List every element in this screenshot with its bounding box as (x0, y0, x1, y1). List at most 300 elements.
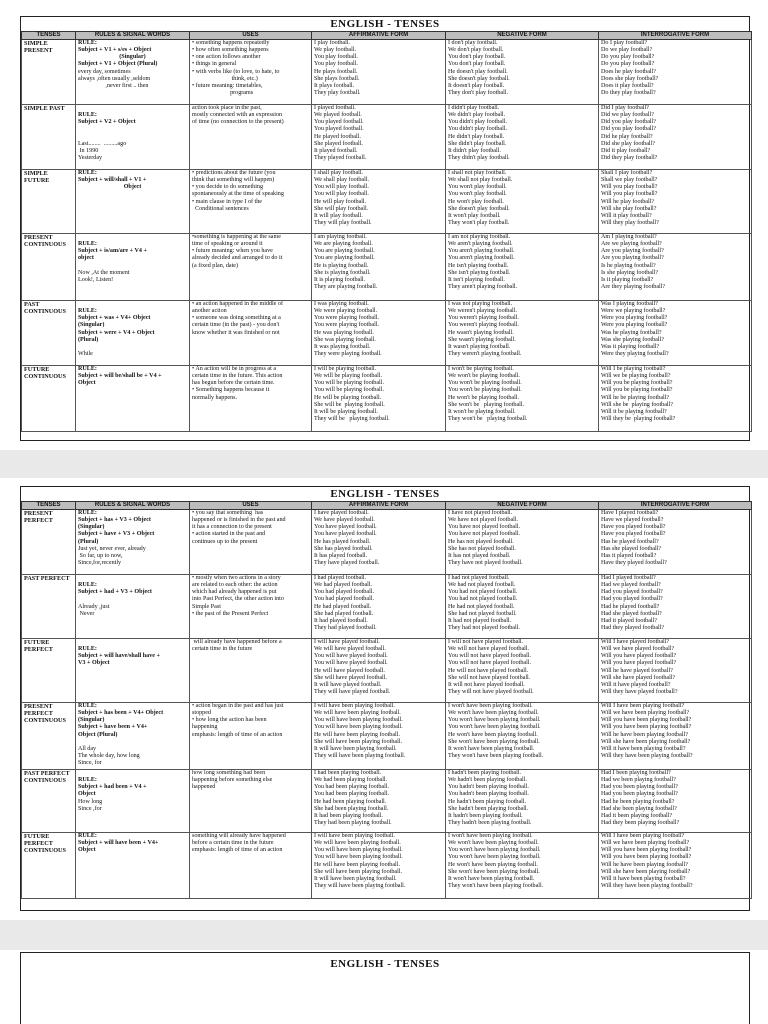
rule-line: Subject + have + V3 + Object (78, 531, 155, 538)
rule-line: RULE: (78, 112, 97, 119)
affirmative-line: He has played football. (314, 538, 371, 545)
negative-line: I hadn't been playing football. (448, 770, 522, 776)
table-row (22, 703, 752, 770)
negative-cell (446, 575, 599, 639)
negative-line: It will not have played football. (448, 681, 525, 688)
uses-cell (190, 40, 312, 105)
rule-line (78, 263, 187, 270)
rules-cell (76, 366, 190, 432)
interrogative-line: Will she have played football? (601, 674, 676, 681)
uses-cell (190, 301, 312, 366)
affirmative-line: They were playing football. (314, 351, 382, 358)
negative-line: He doesn't play football. (448, 68, 508, 75)
interrogative-line: Had they played football? (601, 625, 665, 632)
use-line: • predictions about the future (you (192, 170, 276, 176)
negative-line: We aren't playing football. (448, 241, 513, 248)
interrogative-cell (599, 40, 752, 105)
interrogative-line: Will it have been playing football? (601, 745, 686, 752)
interrogative-line: Will you have been playing football? (601, 717, 692, 724)
use-line: think, etc.) (192, 75, 258, 82)
rule-line: Object (123, 184, 142, 191)
affirmative-line: We are playing football. (314, 241, 373, 248)
use-line: • one action follows another (192, 54, 261, 61)
negative-line: He won't have been playing football. (448, 731, 538, 738)
negative-line: He will not have played football. (448, 667, 529, 674)
interrogative-line: Were you playing football? (601, 315, 668, 322)
affirmative-line: He will have been playing football. (314, 731, 400, 738)
column-header: AFFIRMATIVE FORM (312, 502, 446, 510)
rules-cell (76, 510, 190, 575)
negative-line: They didn't play football. (448, 155, 510, 162)
interrogative-cell (599, 105, 752, 170)
interrogative-line: Will we have been playing football? (601, 710, 690, 717)
table-header-row (22, 32, 752, 40)
interrogative-line: Did we play football? (601, 112, 654, 119)
interrogative-line: Had I been playing football? (601, 770, 671, 776)
affirmative-line: It will be playing football. (314, 408, 378, 415)
rule-line (78, 134, 187, 141)
table-row (22, 234, 752, 301)
rule-line: Subject + has been + V4+ Object (78, 710, 164, 717)
interrogative-line: Will he be playing football? (601, 394, 670, 401)
table-body (22, 40, 752, 432)
negative-line: They won't be playing football. (448, 416, 528, 423)
negative-cell (446, 366, 599, 432)
negative-cell (446, 234, 599, 301)
affirmative-line: You will have played football. (314, 653, 388, 660)
affirmative-line: You will have been playing football. (314, 724, 403, 731)
negative-line: They weren't playing football. (448, 351, 522, 358)
interrogative-line: Will we have been playing football? (601, 840, 690, 847)
negative-line: You hadn't been playing football. (448, 791, 529, 798)
rule-line: Subject + V1 + s/es + Object (78, 47, 152, 54)
negative-line: They will not have played football. (448, 689, 534, 696)
interrogative-cell (599, 703, 752, 770)
table-header-row (22, 502, 752, 510)
negative-line: He hadn't been playing football. (448, 798, 527, 805)
use-line: time of speaking or around it (192, 241, 263, 248)
interrogative-line: Will she have been playing football? (601, 868, 691, 875)
rule-line: (Singular) (78, 524, 105, 531)
negative-line: You have not played football. (448, 524, 520, 531)
use-line: know whether it was finished or not (192, 329, 280, 336)
interrogative-line: Did they play football? (601, 155, 658, 162)
negative-line: It had not played football. (448, 617, 512, 624)
affirmative-line: You had been playing football. (314, 791, 390, 798)
affirmative-line: She played football. (314, 140, 363, 147)
negative-line: You will not have played football. (448, 660, 531, 667)
use-line: emphasis: length of time of an action (192, 847, 283, 854)
rule-line: V3 + Object (78, 660, 110, 667)
rule-line: Subject + V2 + Object (78, 119, 136, 126)
interrogative-line: Did you play football? (601, 126, 657, 133)
affirmative-line: I have played football. (314, 510, 369, 516)
interrogative-line: Had he been playing football? (601, 798, 675, 805)
negative-cell (446, 833, 599, 899)
affirmative-line: You played football. (314, 126, 364, 133)
negative-line: I have not played football. (448, 510, 513, 516)
rule-line: (Singular) (119, 54, 146, 61)
negative-line: They had not played football. (448, 625, 520, 632)
negative-line: You aren't playing football. (448, 255, 515, 262)
rule-line: Subject + will/shall + V1 + (78, 177, 147, 184)
negative-line: She doesn't play football. (448, 205, 510, 212)
negative-line: You weren't playing football. (448, 322, 519, 329)
document-page-1 (20, 16, 750, 441)
interrogative-line: Will it play football? (601, 212, 652, 219)
tense-name: PAST PERFECT (22, 575, 76, 639)
affirmative-cell (312, 703, 446, 770)
use-line: • how often something happens (192, 47, 269, 54)
column-header: USES (190, 502, 312, 510)
use-line: • with verbs like (to love, to hate, to (192, 68, 280, 75)
negative-line: You won't be playing football. (448, 380, 522, 387)
uses-cell (190, 234, 312, 301)
negative-line: He didn't play football. (448, 133, 505, 140)
page-title: ENGLISH - TENSES (330, 18, 440, 30)
affirmative-line: I had been playing football. (314, 770, 382, 776)
interrogative-line: Was I playing football? (601, 301, 658, 307)
negative-line: We will not have played football. (448, 646, 530, 653)
negative-line: He isn't playing football. (448, 262, 509, 269)
interrogative-line: Has she played football? (601, 545, 662, 552)
use-line: stopped (192, 710, 211, 717)
affirmative-line: I shall play football. (314, 170, 364, 176)
use-line: how long something had been (192, 770, 266, 776)
uses-cell (190, 170, 312, 234)
affirmative-line: It will play football. (314, 212, 363, 219)
use-line: Conditional sentences (192, 205, 249, 212)
table-row (22, 40, 752, 105)
rule-line: Subject + had + V3 + Object (78, 589, 152, 596)
affirmative-line: You have played football. (314, 524, 377, 531)
uses-cell (190, 510, 312, 575)
affirmative-line: He plays football. (314, 68, 358, 75)
negative-line: I won't have been playing football. (448, 703, 533, 709)
negative-line: We hadn't been playing football. (448, 777, 527, 784)
rule-line: Object (78, 380, 96, 387)
negative-line: You won't be playing football. (448, 387, 522, 394)
rule-line: RULE: (78, 308, 97, 315)
affirmative-cell (312, 170, 446, 234)
rule-line: Yesterday (78, 155, 103, 162)
negative-line: They won't have been playing football. (448, 883, 544, 890)
interrogative-line: Will they have been playing football? (601, 753, 693, 760)
interrogative-line: Am I playing football? (601, 234, 657, 240)
use-line: • you decide to do something (192, 184, 264, 191)
uses-cell (190, 575, 312, 639)
use-line: • Something happens because it (192, 387, 270, 394)
negative-line: We won't have been playing football. (448, 710, 539, 717)
affirmative-line: They will have played football. (314, 689, 391, 696)
rule-line: RULE: (78, 366, 97, 372)
negative-line: They don't play football. (448, 90, 508, 97)
tense-name: FUTURE CONTINUOUS (22, 366, 76, 432)
affirmative-line: She is playing football. (314, 269, 371, 276)
use-line: • something happens repeatedly (192, 40, 270, 46)
affirmative-line: You will play football. (314, 184, 369, 191)
affirmative-line: She will have played football. (314, 674, 387, 681)
affirmative-line: You play football. (314, 61, 358, 68)
interrogative-line: Will he play football? (601, 198, 655, 205)
rules-cell (76, 703, 190, 770)
affirmative-line: They will have been playing football. (314, 883, 406, 890)
affirmative-line: You were playing football. (314, 322, 380, 329)
interrogative-line: Will she have been playing football? (601, 738, 691, 745)
interrogative-line: Are we playing football? (601, 241, 662, 248)
rule-line: Since, for (78, 760, 102, 767)
rule-line (78, 739, 187, 746)
negative-line: He has not played football. (448, 538, 514, 545)
interrogative-line: Have I played football? (601, 510, 659, 516)
table-row (22, 105, 752, 170)
affirmative-line: I will have played football. (314, 639, 380, 645)
use-line: mostly connected with an expression (192, 112, 283, 119)
affirmative-line: He had been playing football. (314, 798, 387, 805)
negative-line: She will not have played football. (448, 674, 531, 681)
negative-line: You won't have been playing football. (448, 854, 541, 861)
negative-line: She wasn't playing football. (448, 336, 516, 343)
use-line: something will already have happened (192, 833, 286, 839)
interrogative-line: Was she playing football? (601, 336, 664, 343)
affirmative-line: We shall play football. (314, 177, 370, 184)
negative-line: It won't have been playing football. (448, 875, 535, 882)
rule-line: Object (Plural) (78, 731, 118, 738)
interrogative-line: Did he play football? (601, 133, 653, 140)
use-line: already decided and arranged to do it (192, 255, 283, 262)
column-header: NEGATIVE FORM (446, 32, 599, 40)
interrogative-line: Does she play football? (601, 75, 659, 82)
table-row (22, 301, 752, 366)
interrogative-line: Will we have played football? (601, 646, 675, 653)
interrogative-line: Will they play football? (601, 220, 659, 227)
interrogative-line: Was it playing football? (601, 343, 660, 350)
rule-line: Since,for,recently (78, 560, 122, 567)
interrogative-line: Is it playing football? (601, 276, 654, 283)
negative-cell (446, 510, 599, 575)
negative-cell (446, 770, 599, 833)
negative-line: He won't be playing football. (448, 394, 519, 401)
negative-line: We had not played football. (448, 582, 516, 589)
negative-line: I will not have played football. (448, 639, 524, 645)
tenses-table (21, 501, 752, 899)
use-line: certain time in the future. This action (192, 373, 283, 380)
rule-line: Never (78, 610, 95, 617)
affirmative-line: You are playing football. (314, 248, 375, 255)
negative-line: I don't play football. (448, 40, 498, 46)
affirmative-line: You will play football. (314, 191, 369, 198)
affirmative-line: I am playing football. (314, 234, 367, 240)
interrogative-line: Will you have been playing football? (601, 847, 692, 854)
affirmative-line: It had been playing football. (314, 812, 383, 819)
negative-line: You don't play football. (448, 54, 506, 61)
affirmative-line: We will have been playing football. (314, 840, 401, 847)
affirmative-cell (312, 833, 446, 899)
negative-cell (446, 170, 599, 234)
rule-line: Subject + were + V4 + Object (78, 329, 155, 336)
rule-line: Object (78, 847, 96, 854)
rule-line: always ,often usually ,seldom (78, 75, 151, 82)
affirmative-cell (312, 234, 446, 301)
interrogative-line: Shall we play football? (601, 177, 658, 184)
affirmative-line: It will have been playing football. (314, 875, 397, 882)
interrogative-line: Had she been playing football? (601, 805, 677, 812)
column-header: INTERROGATIVE FORM (599, 502, 752, 510)
affirmative-line: She had been playing football. (314, 805, 389, 812)
use-line: programs (192, 90, 254, 97)
interrogative-line: Will I have been playing football? (601, 833, 685, 839)
use-line: happening (192, 724, 218, 731)
negative-line: She won't have been playing football. (448, 738, 540, 745)
use-line: continues up to the present (192, 538, 258, 545)
negative-line: She won't have been playing football. (448, 868, 540, 875)
affirmative-line: They will have been playing football. (314, 753, 406, 760)
interrogative-line: Had it played football? (601, 617, 658, 624)
negative-line: It wasn't playing football. (448, 343, 511, 350)
rule-line: Subject + is/am/are + V4 + (78, 248, 147, 255)
affirmative-line: She has played football. (314, 545, 373, 552)
uses-cell (190, 366, 312, 432)
interrogative-cell (599, 234, 752, 301)
affirmative-line: I played football. (314, 105, 356, 111)
affirmative-line: You have played football. (314, 531, 377, 538)
affirmative-line: You will have been playing football. (314, 717, 403, 724)
affirmative-line: You will be playing football. (314, 387, 384, 394)
affirmative-line: He had played football. (314, 603, 372, 610)
negative-line: I am not playing football. (448, 234, 511, 240)
rule-line: Since ,for (78, 805, 102, 812)
interrogative-cell (599, 833, 752, 899)
rule-line: (Plural) (78, 336, 99, 343)
negative-line: He won't play football. (448, 198, 504, 205)
negative-line: She won't be playing football. (448, 401, 525, 408)
rule-line: RULE: (78, 703, 97, 709)
affirmative-cell (312, 40, 446, 105)
use-line: certain time (in the past) - you don't (192, 322, 280, 329)
negative-line: You had not played football. (448, 596, 518, 603)
interrogative-line: Has it played football? (601, 552, 657, 559)
rule-line: The whole day, how long (78, 753, 140, 760)
affirmative-line: I will have been playing football. (314, 703, 395, 709)
interrogative-line: Will it have been playing football? (601, 875, 686, 882)
negative-line: You hadn't been playing football. (448, 784, 529, 791)
affirmative-line: They play football. (314, 90, 361, 97)
negative-line: He won't have been playing football. (448, 861, 538, 868)
page-title: ENGLISH - TENSES (330, 488, 440, 500)
interrogative-line: Will you have played football? (601, 653, 677, 660)
tense-name: PRESENT PERFECT (22, 510, 76, 575)
rule-line (78, 575, 187, 582)
interrogative-line: Is he playing football? (601, 262, 656, 269)
rule-line: RULE: (78, 241, 97, 248)
negative-cell (446, 301, 599, 366)
negative-line: It didn't play football. (448, 147, 501, 154)
interrogative-cell (599, 366, 752, 432)
use-line: • someone was doing something at a (192, 315, 281, 322)
use-line: •something is happening at the same (192, 234, 281, 240)
affirmative-line: It plays football. (314, 82, 355, 89)
negative-line: You don't play football. (448, 61, 506, 68)
interrogative-line: Had you been playing football? (601, 784, 678, 791)
tense-name: PRESENT CONTINUOUS (22, 234, 76, 301)
use-line: into Past Perfect, the other action into (192, 596, 284, 603)
negative-line: It doesn't play football. (448, 82, 505, 89)
affirmative-line: We had played football. (314, 582, 373, 589)
use-line: has begun before the certain time. (192, 380, 275, 387)
affirmative-line: They will be playing football. (314, 416, 390, 423)
uses-cell (190, 770, 312, 833)
interrogative-line: Have we played football? (601, 517, 664, 524)
rule-line: In 1990 (78, 147, 99, 154)
use-line: • you say that something has (192, 510, 264, 516)
rule-line: (Singular) (78, 717, 105, 724)
use-line: • action began in the past and has just (192, 703, 284, 709)
negative-line: She has not played football. (448, 545, 516, 552)
interrogative-line: Will they have been playing football? (601, 883, 693, 890)
affirmative-line: She will be playing football. (314, 401, 385, 408)
interrogative-line: Have they played football? (601, 560, 667, 567)
affirmative-line: It played football. (314, 147, 358, 154)
table-row (22, 510, 752, 575)
affirmative-line: You will have been playing football. (314, 854, 403, 861)
interrogative-line: Are you playing football? (601, 255, 664, 262)
document-page-2 (20, 486, 750, 911)
rule-line (78, 126, 187, 133)
rule-line: every day, sometimes (78, 68, 131, 75)
use-line: certain time in the future (192, 646, 253, 653)
negative-line: You won't have been playing football. (448, 717, 541, 724)
interrogative-line: Were you playing football? (601, 322, 668, 329)
affirmative-line: We had been playing football. (314, 777, 388, 784)
use-line: which had already happened is put (192, 589, 277, 596)
negative-line: You didn't play football. (448, 119, 508, 126)
interrogative-line: Will they be playing football? (601, 416, 676, 423)
use-line: will already have happened before a (192, 639, 282, 645)
interrogative-line: Do you play football? (601, 54, 655, 61)
rule-line (78, 301, 187, 308)
affirmative-line: I will be playing football. (314, 366, 377, 372)
interrogative-line: Had we been playing football? (601, 777, 676, 784)
use-line: think that something will happen) (192, 177, 275, 184)
tenses-table (21, 31, 752, 432)
affirmative-line: You play football. (314, 54, 358, 61)
affirmative-cell (312, 105, 446, 170)
negative-line: You didn't play football. (448, 126, 508, 133)
affirmative-line: We will have been playing football. (314, 710, 401, 717)
negative-line: They won't have been playing football. (448, 753, 544, 760)
interrogative-line: Does it play football? (601, 82, 654, 89)
affirmative-cell (312, 575, 446, 639)
column-header: TENSES (22, 502, 76, 510)
negative-line: You weren't playing football. (448, 315, 519, 322)
negative-line: I didn't play football. (448, 105, 500, 111)
rule-line: All day (78, 745, 97, 752)
column-header: USES (190, 32, 312, 40)
use-line: • an action happened in the middle of (192, 301, 283, 307)
interrogative-line: Will you play football? (601, 191, 658, 198)
use-line: are related to each other: the action (192, 582, 278, 589)
tense-name: SIMPLE PAST (22, 105, 76, 170)
rule-line (78, 639, 187, 646)
rule-line: Subject + will have been + V4+ (78, 840, 159, 847)
use-line: (a fixed plan, date) (192, 262, 239, 269)
affirmative-line: She plays football. (314, 75, 360, 82)
affirmative-line: She will have been playing football. (314, 738, 402, 745)
table-body (22, 510, 752, 899)
column-header: RULES & SIGNAL WORDS (76, 32, 190, 40)
interrogative-line: Have you played football? (601, 531, 666, 538)
affirmative-line: You had been playing football. (314, 784, 390, 791)
